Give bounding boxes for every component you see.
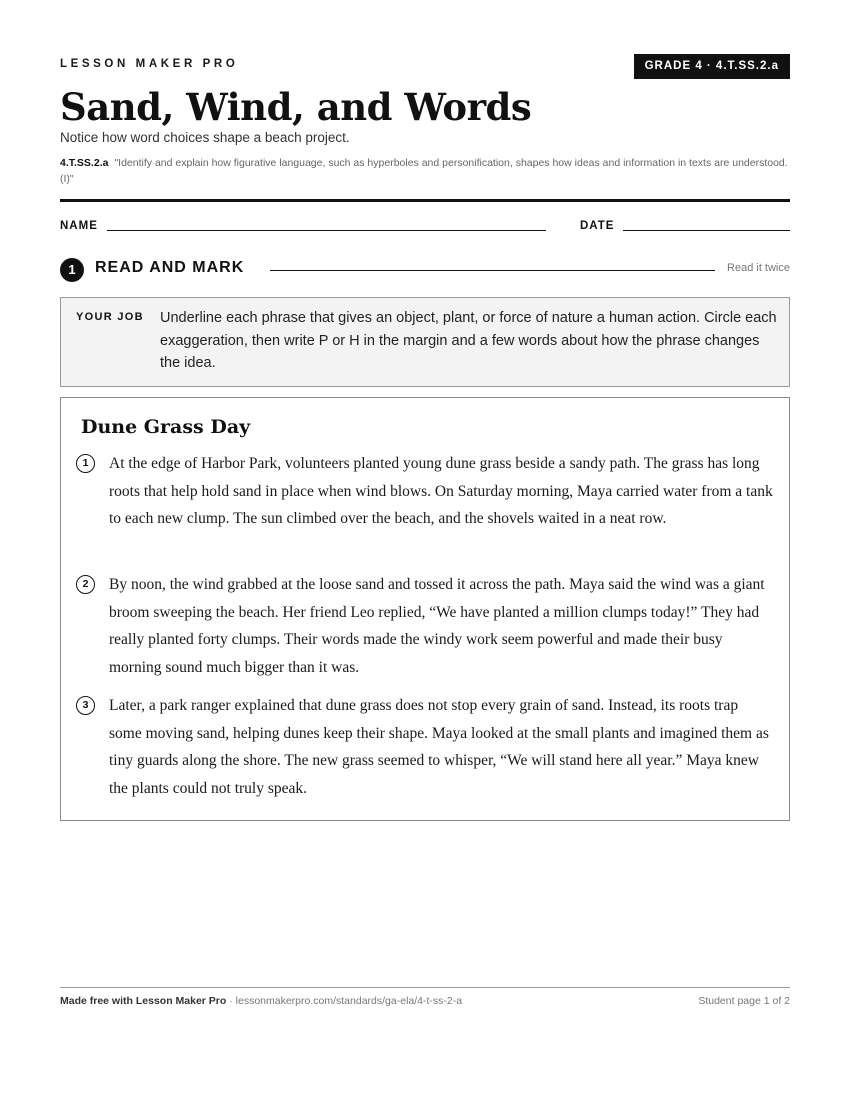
passage-paragraph: Later, a park ranger explained that dune grass does not stop every grain of sand. Instead, its roots trap some moving sand, helping dunes keep their shape. Maya looked at the small plants and imagined them as tiny guards along the shore. The new grass seemed to whisper, “We will stand here all year.” Maya knew the plants could not truly speak.	[109, 697, 769, 797]
instructions-text: Underline each phrase that gives an object, plant, or force of nature a human action. Circle each exaggeration, then write P or H in the margin and a few words about how the phrase changes the idea.	[160, 310, 777, 371]
section-note: Read it twice	[727, 262, 790, 274]
standard-text: "Identify and explain how figurative language, such as hyperboles and personification, shapes how ideas and information in texts are understood. (I)"	[60, 157, 788, 185]
paragraph-number: 3	[76, 696, 95, 715]
paragraph-number: 2	[76, 575, 95, 594]
reading-passage	[60, 397, 790, 821]
section-divider	[270, 270, 715, 271]
grade-badge: GRADE 4 · 4.T.SS.2.a	[634, 54, 790, 79]
section-title: READ AND MARK	[95, 259, 245, 276]
footer-credit	[60, 995, 462, 1007]
footer-divider	[60, 987, 790, 988]
paragraph-number: 1	[76, 454, 95, 473]
footer-made-with: Made free with Lesson Maker Pro	[60, 995, 227, 1007]
page-title: Sand, Wind, and Words	[60, 85, 532, 129]
brand-name: LESSON MAKER PRO	[60, 58, 239, 70]
footer-page-number: Student page 1 of 2	[698, 995, 790, 1007]
name-field[interactable]	[107, 230, 546, 231]
page-subtitle: Notice how word choices shape a beach project.	[60, 130, 350, 145]
date-label: DATE	[580, 220, 615, 232]
instructions-label: YOUR JOB	[76, 311, 144, 323]
footer-url[interactable]: · lessonmakerpro.com/standards/ga-ela/4-t-ss-2-a	[229, 995, 463, 1007]
section-number-badge: 1	[60, 258, 84, 282]
name-label: NAME	[60, 220, 98, 232]
instructions-box	[60, 297, 790, 387]
worksheet-page	[60, 0, 790, 1100]
passage-paragraph: At the edge of Harbor Park, volunteers planted young dune grass beside a sandy path. The grass has long roots that help hold sand in place when wind blows. On Saturday morning, Maya carried water from a tank to each new clump. The sun climbed over the beach, and the shovels waited in a neat row.	[109, 455, 773, 527]
standard-description	[60, 155, 790, 187]
header-divider	[60, 199, 790, 202]
date-field[interactable]	[623, 230, 790, 231]
passage-title: Dune Grass Day	[81, 416, 251, 438]
passage-paragraph: By noon, the wind grabbed at the loose sand and tossed it across the path. Maya said the wind was a giant broom sweeping the beach. Her friend Leo replied, “We have planted a million clumps today!” They had really planted forty clumps. Their words made the windy work seem powerful and made their busy morning sound much bigger than it was.	[109, 576, 765, 676]
standard-code: 4.T.SS.2.a	[60, 157, 109, 169]
